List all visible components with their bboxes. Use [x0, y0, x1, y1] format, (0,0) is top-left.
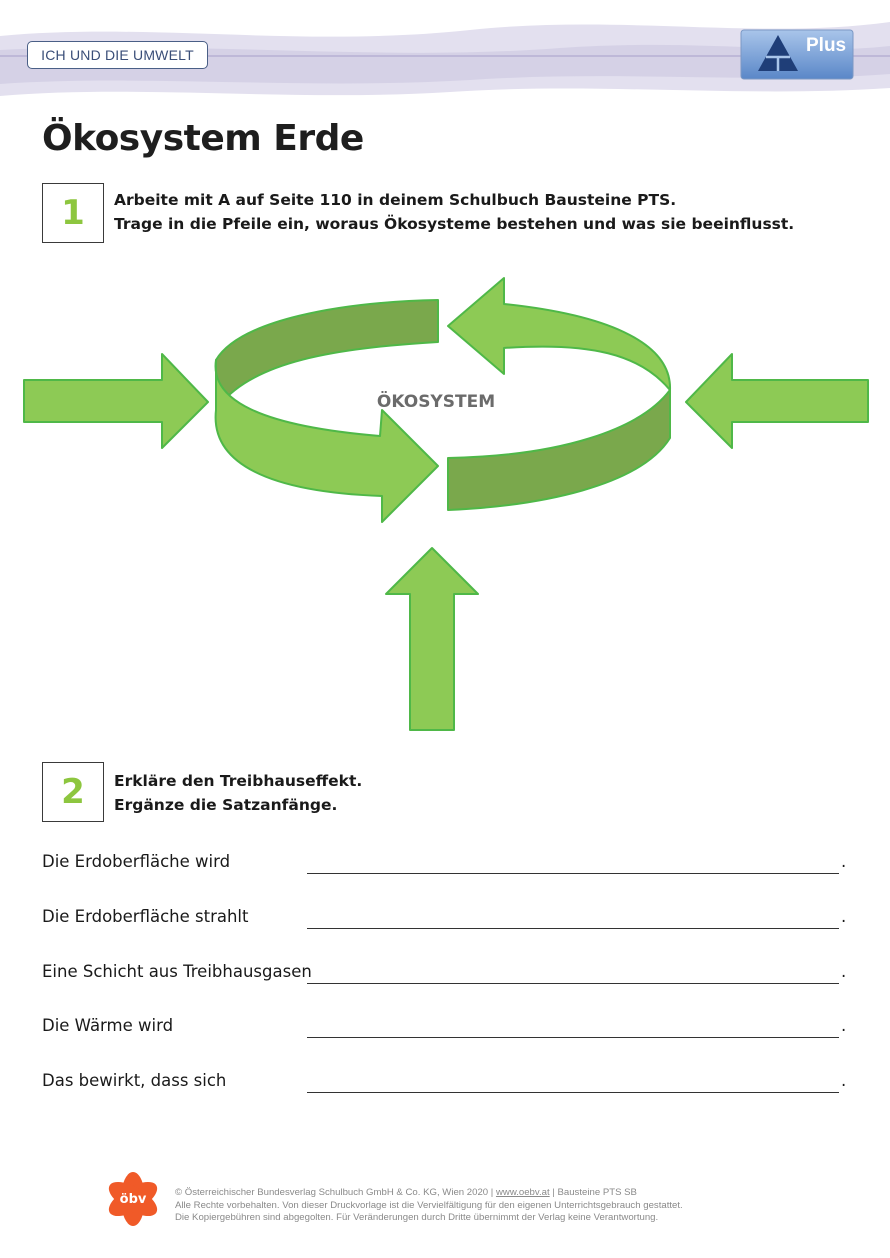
answer-line[interactable]: [307, 1037, 839, 1038]
footer-line-2: Alle Rechte vorbehalten. Von dieser Druckvorlage ist die Vervielfältigung für den eigenen Unterrichtsgebrauch gestattet.: [175, 1199, 683, 1211]
footer-copyright: [175, 1187, 683, 1225]
footer-line-1: © Österreichischer Bundesverlag Schulbuch GmbH & Co. KG, Wien 2020 | www.oebv.at | Bausteine PTS SB: [175, 1187, 637, 1198]
task-2-line-2: Ergänze die Satzanfänge.: [114, 796, 338, 814]
task-2-instructions: [114, 769, 362, 817]
cycle-arrow-lower: [216, 360, 438, 522]
sentence-label: Eine Schicht aus Treibhausgasen: [42, 962, 312, 981]
page-title: Ökosystem Erde: [42, 118, 364, 159]
input-arrow-bottom: [386, 548, 478, 730]
plus-logo: [740, 29, 854, 80]
sentence-end: .: [841, 852, 847, 871]
answer-line[interactable]: [307, 873, 839, 874]
task-1-instructions: [114, 188, 794, 236]
task-1-line-1: Arbeite mit A auf Seite 110 in deinem Schulbuch Bausteine PTS.: [114, 191, 677, 209]
task-1-line-2: Trage in die Pfeile ein, woraus Ökosysteme bestehen und was sie beeinflusst.: [114, 215, 795, 233]
sentence-label: Die Erdoberfläche strahlt: [42, 907, 249, 926]
task-2-number: 2: [42, 762, 104, 822]
answer-line[interactable]: [307, 983, 839, 984]
oebv-logo: [103, 1168, 163, 1230]
sentence-end: .: [841, 907, 847, 926]
ecosystem-diagram: [0, 260, 890, 740]
sentence-label: Die Wärme wird: [42, 1016, 174, 1035]
sentence-label: Das bewirkt, dass sich: [42, 1071, 227, 1090]
oebv-logo-text: öbv: [119, 1192, 147, 1207]
footer-line-3: Die Kopiergebühren sind abgegolten. Für Veränderungen durch Dritte übernimmt der Verlag keine Verantwortung.: [175, 1212, 659, 1223]
sentence-end: .: [841, 1016, 847, 1035]
sentence-end: .: [841, 1071, 847, 1090]
publisher-link[interactable]: www.oebv.at: [495, 1187, 550, 1198]
input-arrow-left: [24, 354, 208, 448]
answer-line[interactable]: [307, 928, 839, 929]
section-tag: ICH UND DIE UMWELT: [27, 41, 208, 69]
sentence-label: Die Erdoberfläche wird: [42, 852, 231, 871]
answer-line[interactable]: [307, 1092, 839, 1093]
task-1-number: 1: [42, 183, 104, 243]
task-2-line-1: Erkläre den Treibhauseffekt.: [114, 772, 363, 790]
plus-logo-text: Plus: [806, 35, 847, 56]
cycle-arrow-upper: [448, 278, 670, 390]
sentence-end: .: [841, 962, 847, 981]
input-arrow-right: [686, 354, 868, 448]
ecosystem-label: ÖKOSYSTEM: [376, 392, 496, 412]
